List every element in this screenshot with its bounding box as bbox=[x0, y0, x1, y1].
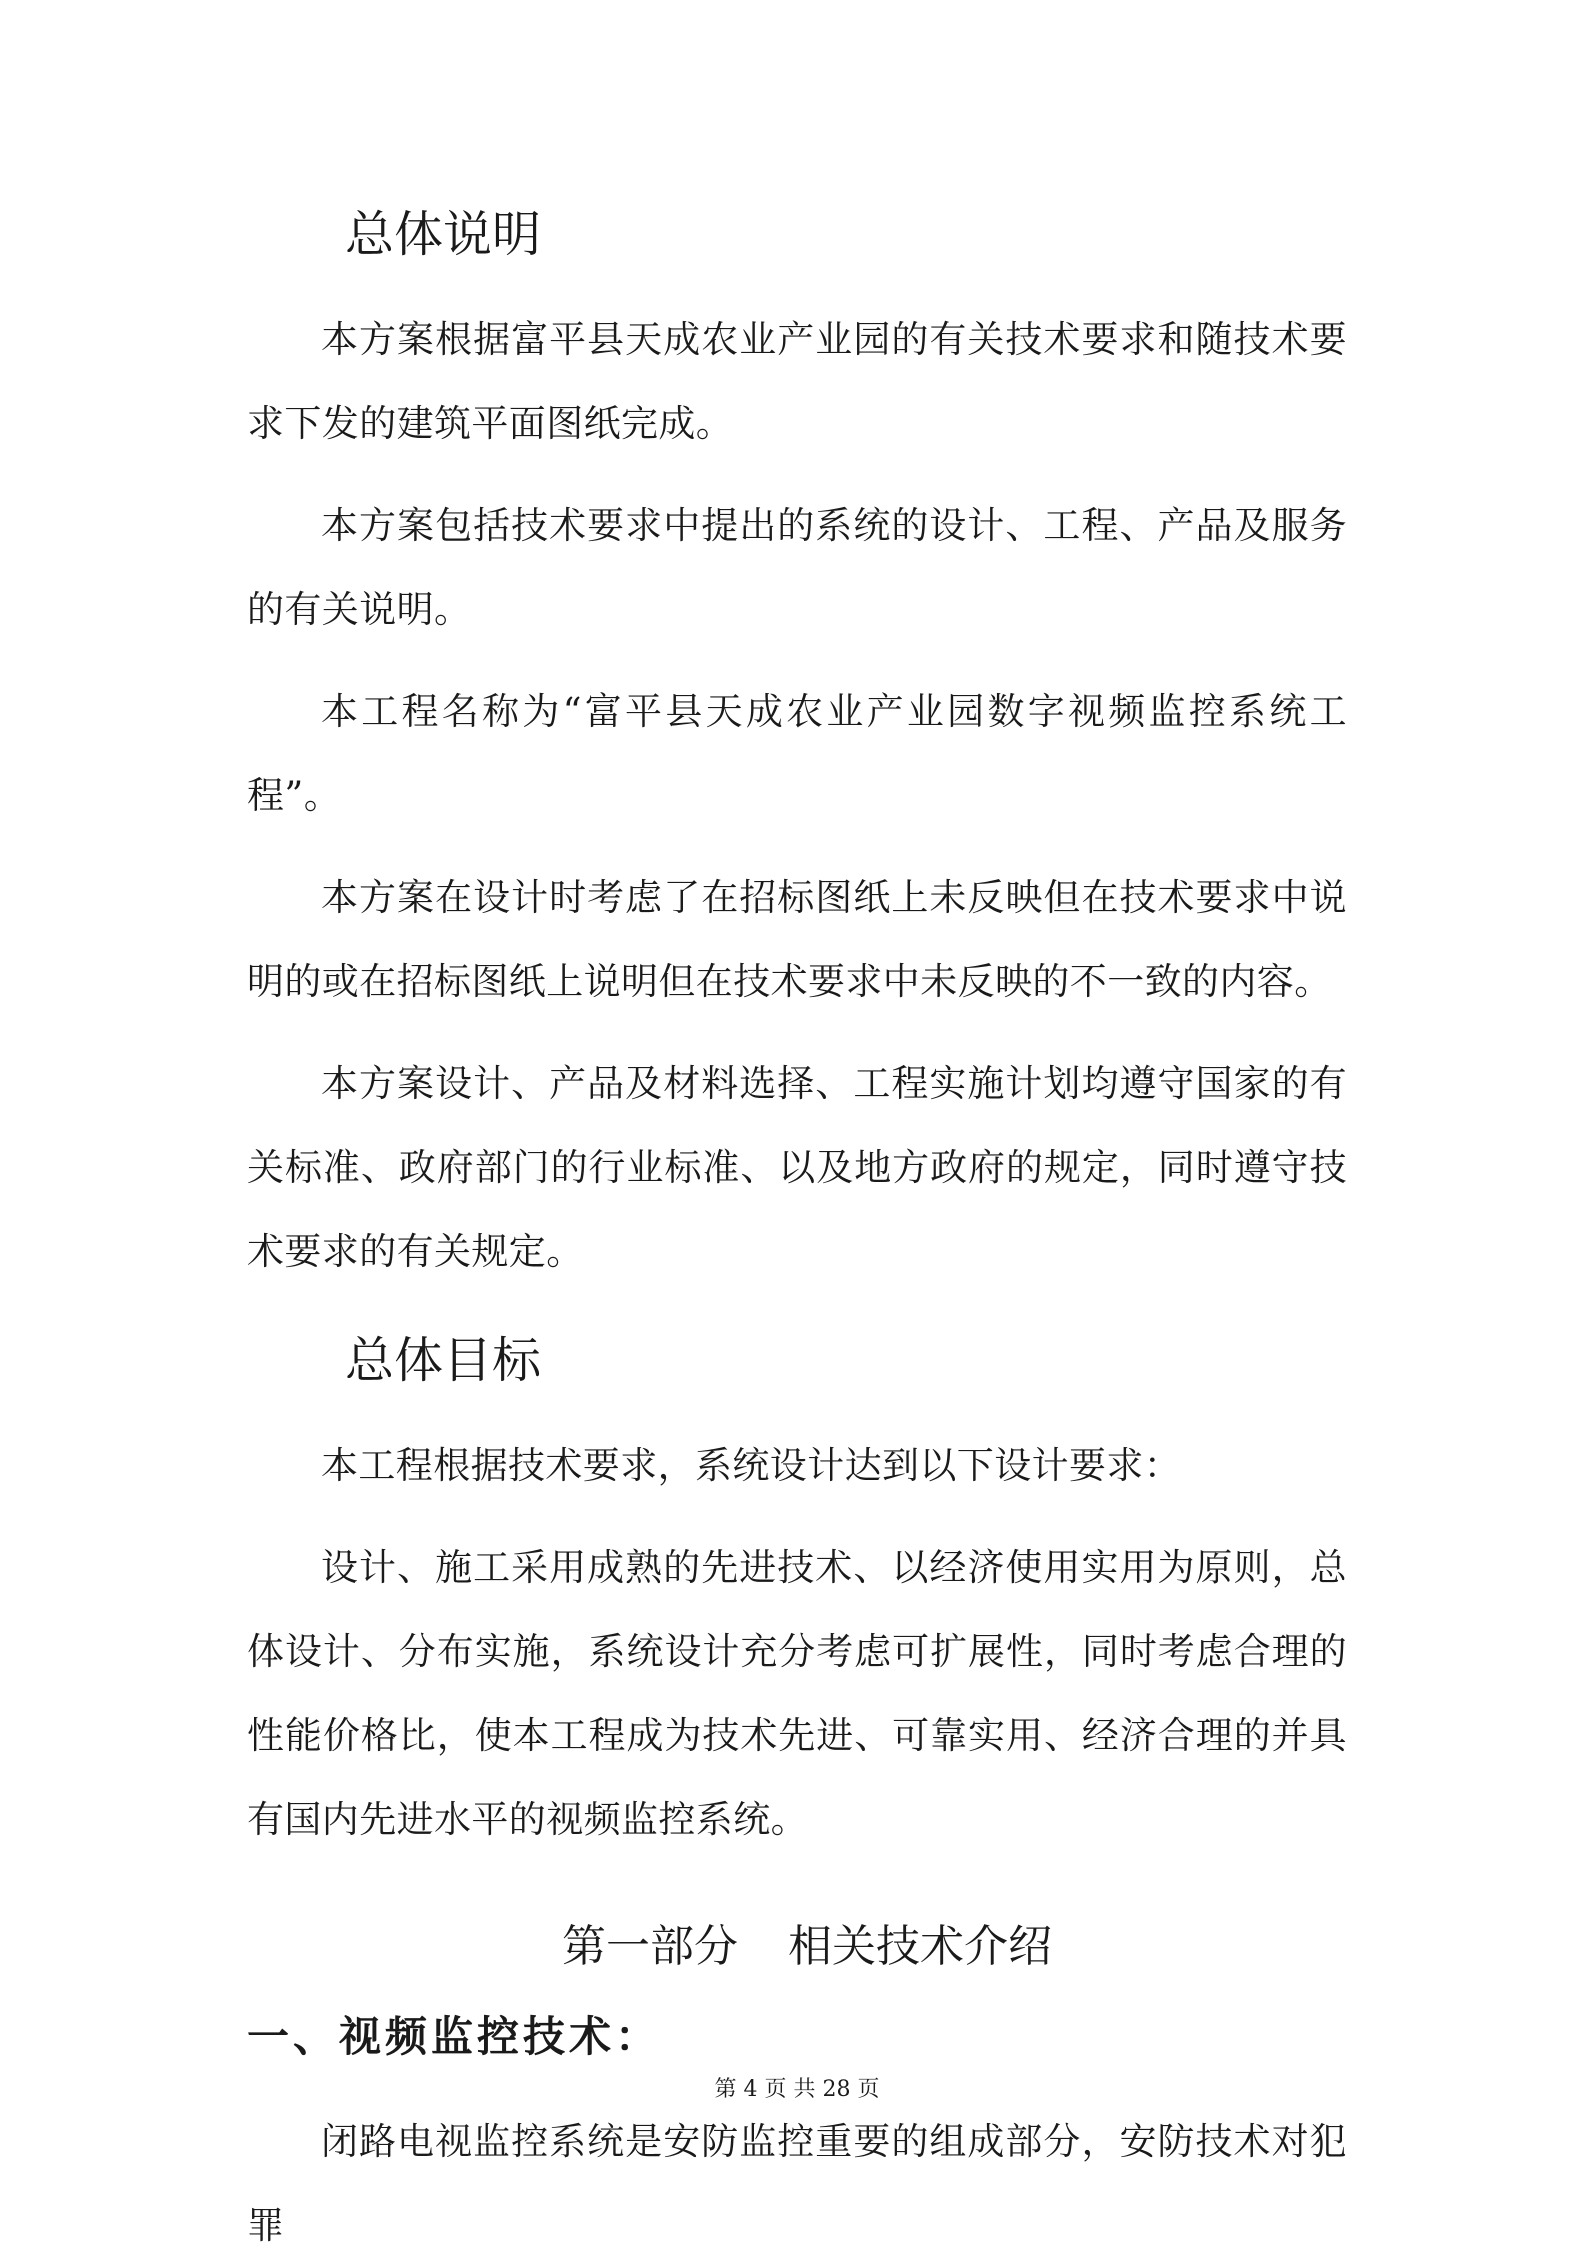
part-name: 相关技术介绍 bbox=[788, 1921, 1052, 1972]
overview-paragraph: 本方案包括技术要求中提出的系统的设计、工程、产品及服务的有关说明。 bbox=[247, 504, 1347, 631]
overview-paragraph: 本方案在设计时考虑了在招标图纸上未反映但在技术要求中说明的或在招标图纸上说明但在技术要求中未反映的不一致的内容。 bbox=[247, 876, 1347, 1003]
goal-paragraph: 设计、施工采用成熟的先进技术、以经济使用实用为原则，总体设计、分布实施，系统设计充分考虑可扩展性，同时考虑合理的性能价格比，使本工程成为技术先进、可靠实用、经济合理的并具有国内先进水平的视频监控系统。 bbox=[247, 1546, 1347, 1841]
overview-paragraph: 本方案根据富平县天成农业产业园的有关技术要求和随技术要求下发的建筑平面图纸完成。 bbox=[247, 318, 1347, 445]
heading-overview: 总体说明 bbox=[345, 206, 542, 263]
overview-paragraph: 本工程名称为“富平县天成农业产业园数字视频监控系统工程”。 bbox=[247, 690, 1347, 817]
goal-paragraph: 本工程根据技术要求，系统设计达到以下设计要求： bbox=[321, 1444, 1182, 1487]
part-title bbox=[247, 1902, 1347, 1992]
page-footer: 第 4 页 共 28 页 bbox=[714, 2077, 880, 2102]
part-number: 第一部分 bbox=[562, 1921, 738, 1972]
section-title: 一、视频监控技术： bbox=[247, 2012, 662, 2061]
section-paragraph: 闭路电视监控系统是安防监控重要的组成部分，安防技术对犯罪 bbox=[247, 2120, 1347, 2247]
heading-goal: 总体目标 bbox=[345, 1332, 542, 1389]
page-content bbox=[247, 190, 1347, 2268]
overview-paragraph: 本方案设计、产品及材料选择、工程实施计划均遵守国家的有关标准、政府部门的行业标准、以及地方政府的规定，同时遵守技术要求的有关规定。 bbox=[247, 1062, 1347, 1273]
